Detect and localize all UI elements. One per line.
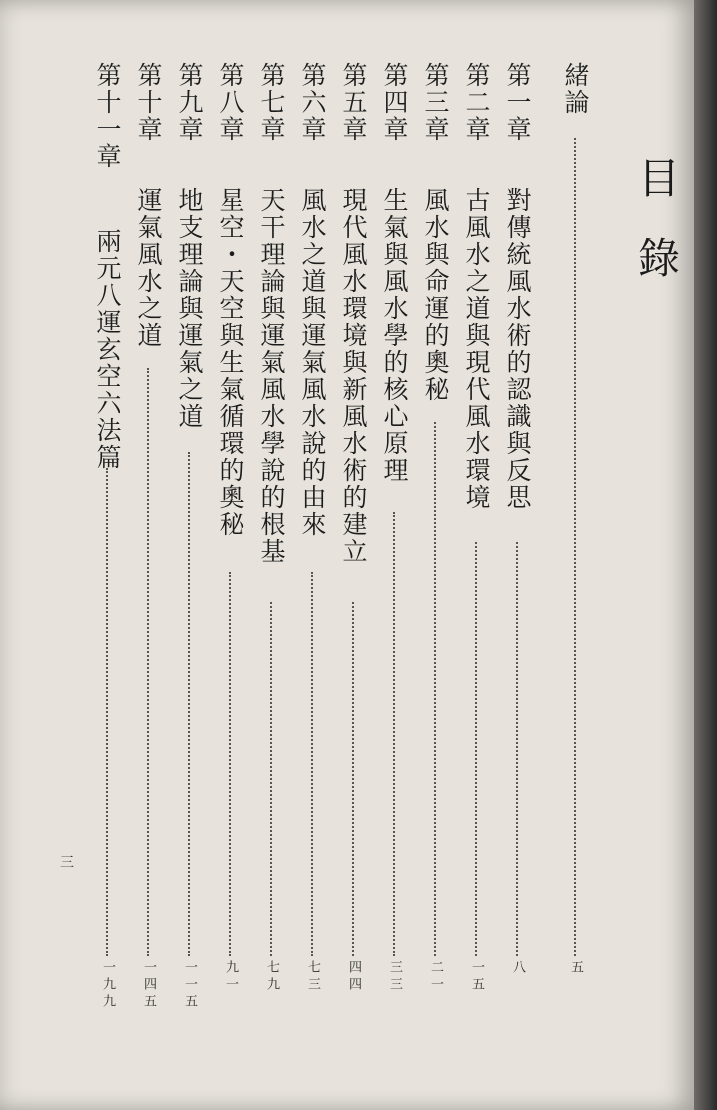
page-number: 三三 <box>387 960 402 994</box>
toc-entry-ch4 <box>374 0 414 1110</box>
leader-dots <box>270 602 272 956</box>
toc-entry-ch2 <box>456 0 496 1110</box>
entry-label: 第二章 <box>462 62 491 143</box>
entry-title: 風水之道與運氣風水說的由來 <box>298 187 327 538</box>
entry-title: 天干理論與運氣風水學說的根基 <box>257 187 286 565</box>
entry-label: 第六章 <box>298 62 327 143</box>
leader-dots <box>393 512 395 956</box>
toc-entry-ch11 <box>87 0 127 1110</box>
page-number: 一四五 <box>141 960 156 1011</box>
leader-dots <box>574 138 576 956</box>
entry-title: 星空・天空與生氣循環的奧秘 <box>216 187 245 538</box>
page-number: 四四 <box>346 960 361 994</box>
toc-title-char-2: 錄 <box>638 234 681 283</box>
page-number: 二一 <box>428 960 443 994</box>
entry-label: 第十一章 <box>93 62 122 170</box>
entry-label: 第九章 <box>175 62 204 143</box>
leader-dots <box>434 422 436 956</box>
entry-label: 第三章 <box>421 62 450 143</box>
entry-title: 古風水之道與現代風水環境 <box>462 187 491 511</box>
toc-entry-ch1 <box>497 0 537 1110</box>
leader-dots <box>352 602 354 956</box>
entry-label: 第四章 <box>380 62 409 143</box>
toc-entry-ch10 <box>128 0 168 1110</box>
page-number: 七九 <box>264 960 279 994</box>
toc-entry-ch3 <box>415 0 455 1110</box>
leader-dots <box>229 572 231 956</box>
toc-entry-ch9 <box>169 0 209 1110</box>
page-number: 五 <box>568 960 583 977</box>
page-number: 七三 <box>305 960 320 994</box>
toc-entry-ch5 <box>333 0 373 1110</box>
page-number: 一九九 <box>100 960 115 1011</box>
entry-title: 生氣與風水學的核心原理 <box>380 187 409 484</box>
page-number: 一一五 <box>182 960 197 1011</box>
page-number: 九一 <box>223 960 238 994</box>
entry-title: 運氣風水之道 <box>134 187 163 349</box>
toc-entry-ch8 <box>210 0 250 1110</box>
toc-entry-ch7 <box>251 0 291 1110</box>
leader-dots <box>188 452 190 956</box>
toc-entry-ch6 <box>292 0 332 1110</box>
toc-entry-intro <box>555 0 595 1110</box>
entry-label: 第八章 <box>216 62 245 143</box>
leader-dots <box>516 542 518 956</box>
leader-dots <box>311 572 313 956</box>
page-number: 八 <box>510 960 525 977</box>
entry-title: 現代風水環境與新風水術的建立 <box>339 187 368 565</box>
page-number: 一五 <box>469 960 484 994</box>
folio-page-number: 三 <box>60 855 74 871</box>
toc-title-char-1: 目 <box>638 154 681 203</box>
entry-title: 風水與命運的奧秘 <box>421 187 450 403</box>
leader-dots <box>106 468 108 956</box>
entry-title: 對傳統風水術的認識與反思 <box>503 187 532 511</box>
entry-title: 兩元八運玄空六法篇 <box>93 228 122 471</box>
entry-label: 第七章 <box>257 62 286 143</box>
book-spine-shadow <box>694 0 717 1110</box>
entry-label: 緒論 <box>561 62 590 116</box>
entry-title: 地支理論與運氣之道 <box>175 187 204 430</box>
entry-label: 第五章 <box>339 62 368 143</box>
leader-dots <box>475 542 477 956</box>
entry-label: 第十章 <box>134 62 163 143</box>
entry-label: 第一章 <box>503 62 532 143</box>
leader-dots <box>147 368 149 956</box>
